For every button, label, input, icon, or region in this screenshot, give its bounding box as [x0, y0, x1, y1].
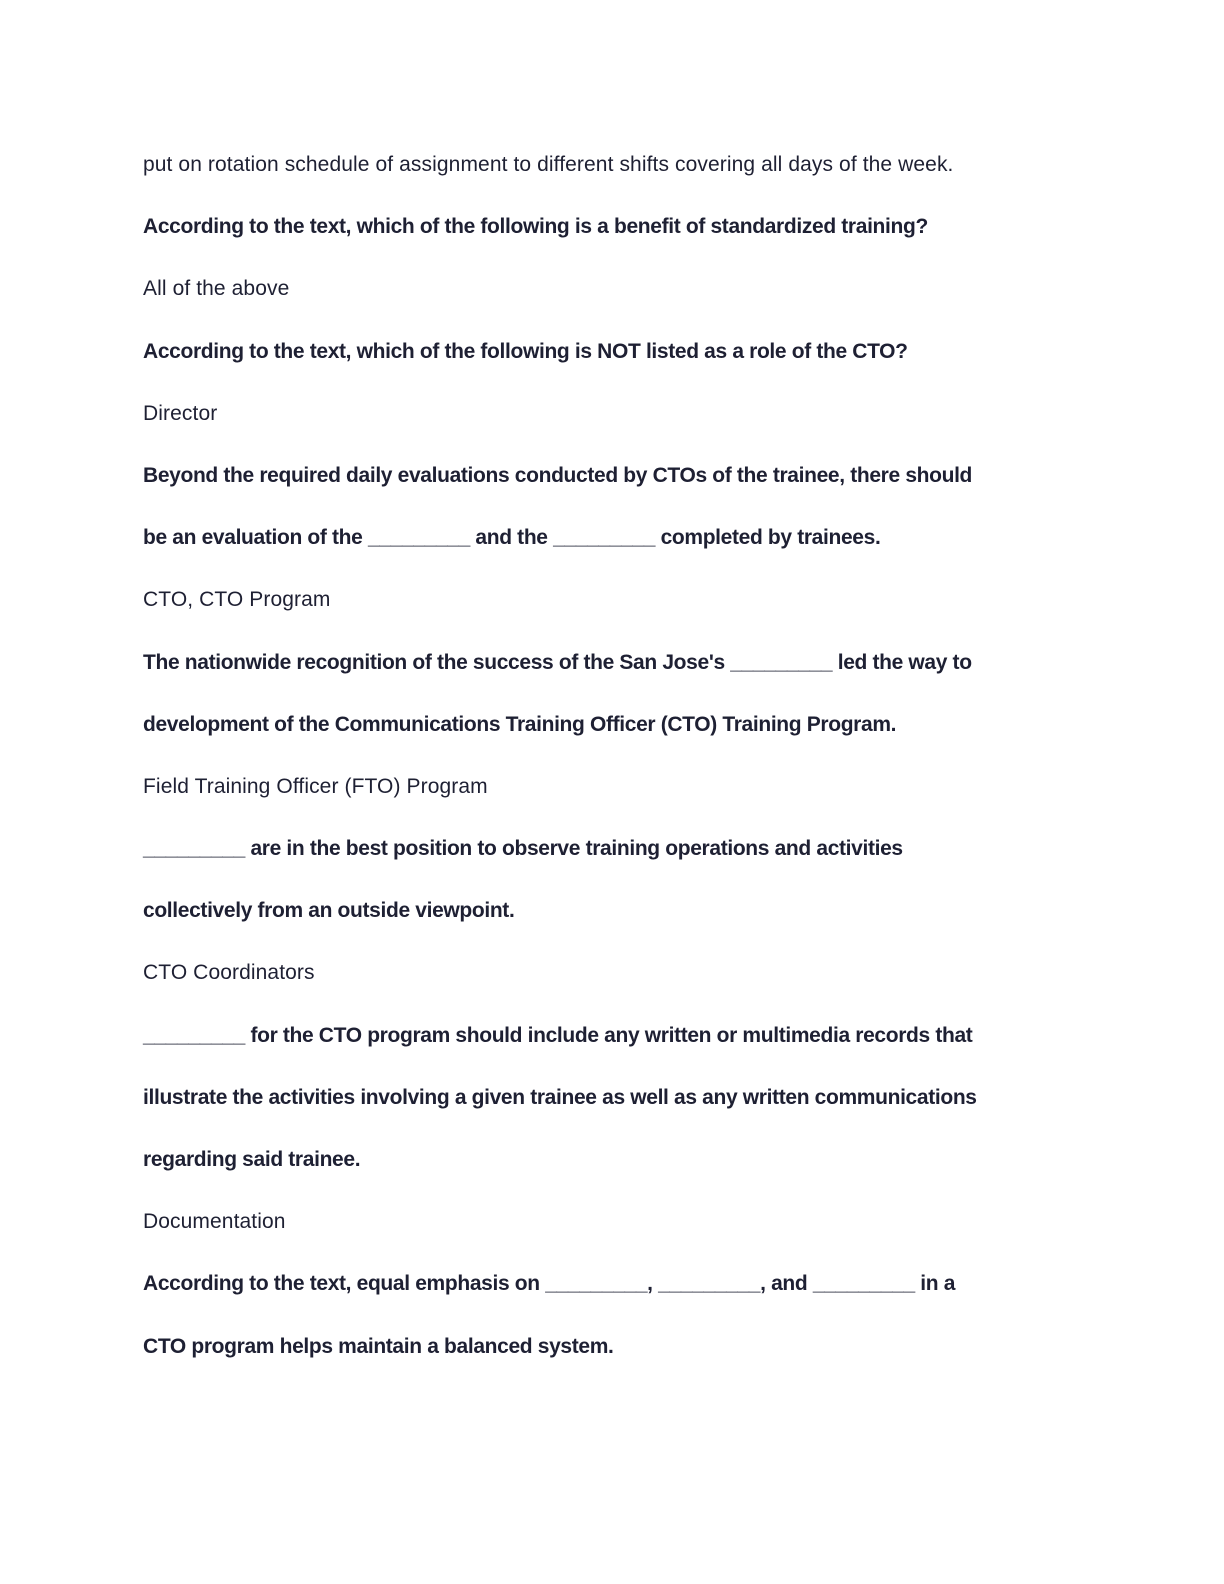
question-text: regarding said trainee. — [143, 1148, 361, 1171]
answer-text: CTO Coordinators — [143, 961, 315, 985]
question-text: Beyond the required daily evaluations conducted by CTOs of the trainee, there should — [143, 463, 973, 487]
question-text: According to the text, which of the following is a benefit of standardized training? — [143, 215, 928, 239]
answer-text: CTO, CTO Program — [143, 588, 331, 612]
answer-text: All of the above — [143, 277, 290, 301]
question-text: _________ are in the best position to observe training operations and activities — [143, 837, 903, 861]
page-body — [143, 147, 1073, 1391]
question-text: According to the text, equal emphasis on _________, _________, and _________ in a — [143, 1272, 956, 1296]
question-text: collectively from an outside viewpoint. — [143, 899, 515, 923]
question-text: development of the Communications Training Officer (CTO) Training Program. — [143, 712, 897, 736]
question-text: illustrate the activities involving a given trainee as well as any written communications — [143, 1085, 977, 1109]
answer-text: put on rotation schedule of assignment to different shifts covering all days of the week. — [143, 153, 954, 176]
question-text: _________ for the CTO program should include any written or multimedia records that — [143, 1023, 973, 1047]
answer-text: Documentation — [143, 1210, 286, 1234]
answer-text: Field Training Officer (FTO) Program — [143, 774, 488, 798]
answer-text: Director — [143, 401, 218, 425]
question-text: According to the text, which of the following is NOT listed as a role of the CTO? — [143, 339, 908, 363]
question-text: The nationwide recognition of the success of the San Jose's _________ led the way to — [143, 650, 972, 674]
question-text: CTO program helps maintain a balanced system. — [143, 1334, 614, 1358]
question-text: be an evaluation of the _________ and the _________ completed by trainees. — [143, 526, 881, 550]
